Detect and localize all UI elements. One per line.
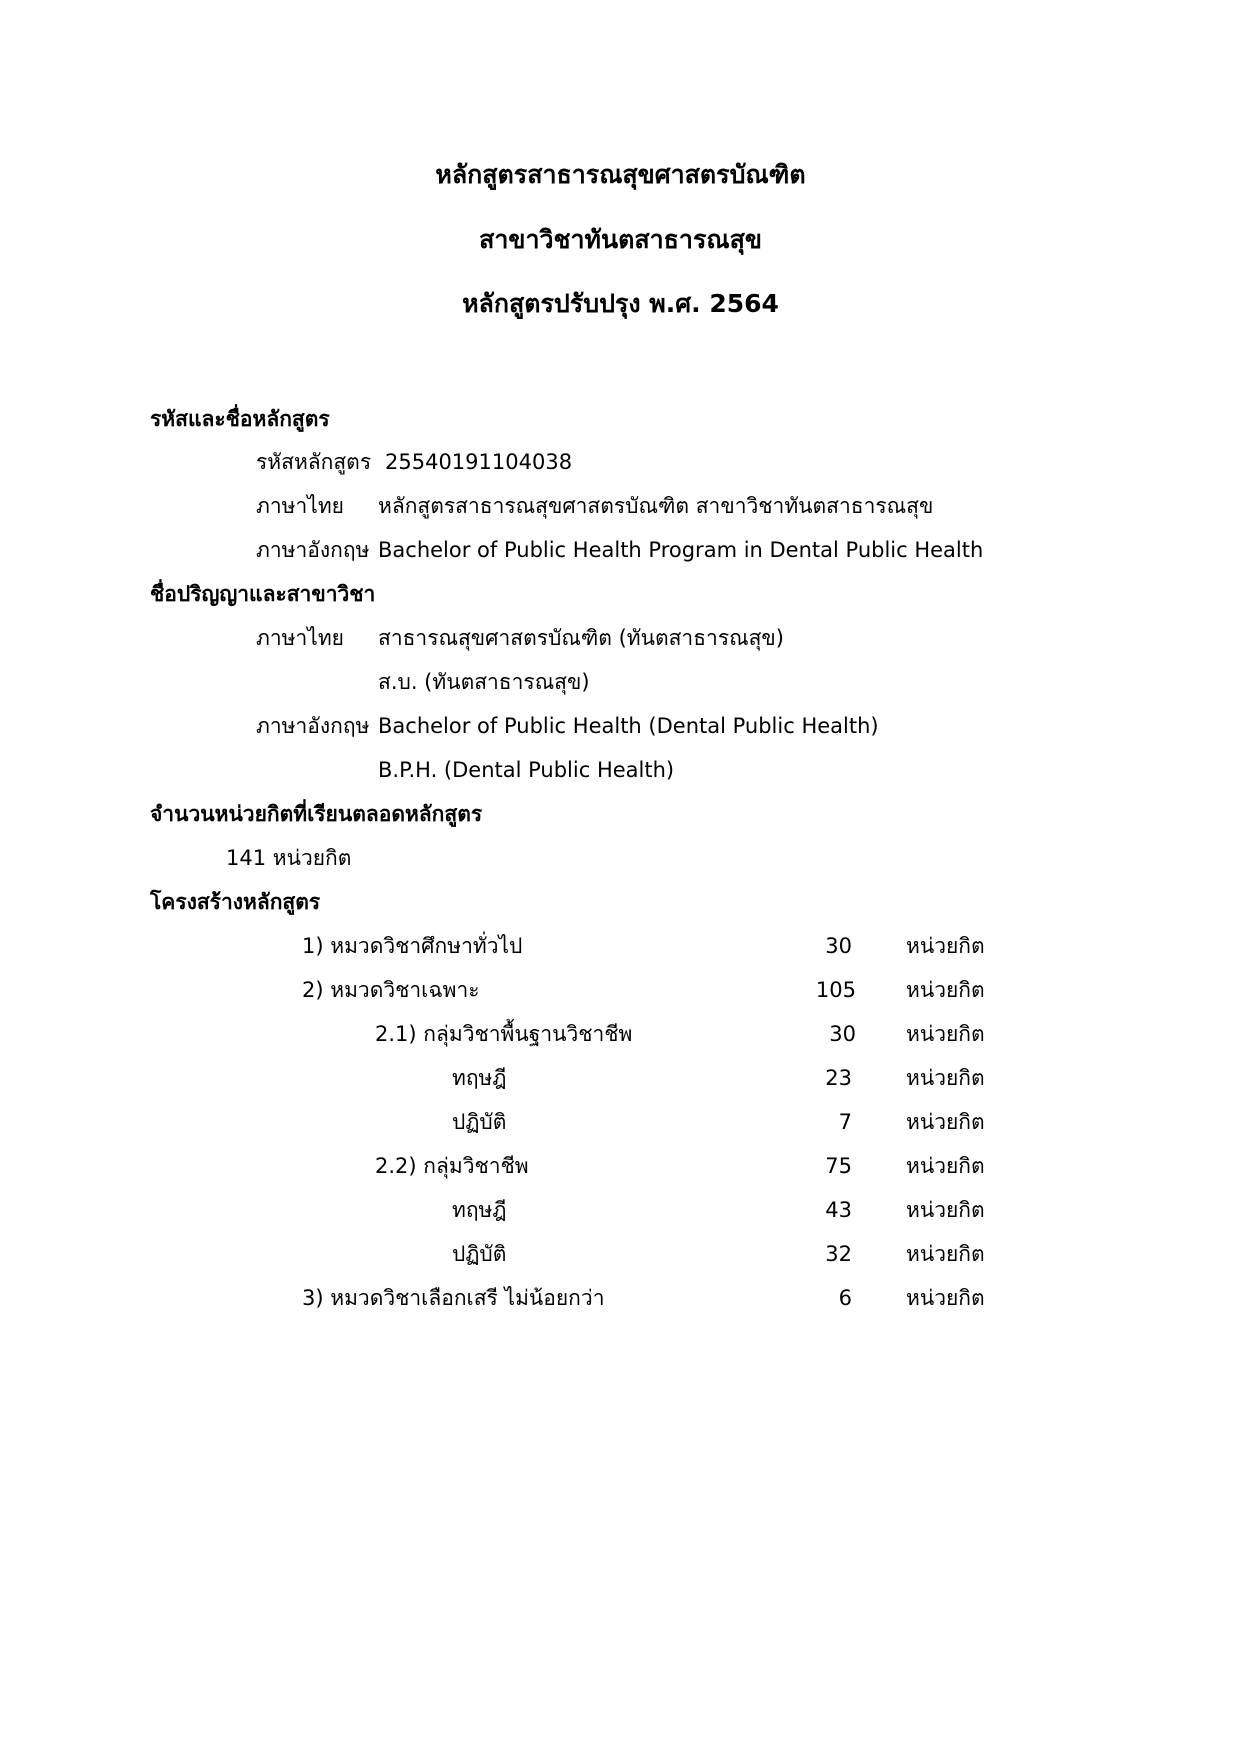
section-heading-code: รหัสและชื่อหลักสูตร <box>150 407 330 431</box>
structure-row-credits: 23 <box>825 1066 852 1090</box>
section-heading-credits: จำนวนหน่วยกิตที่เรียนตลอดหลักสูตร <box>150 802 483 826</box>
structure-row-unit: หน่วยกิต <box>906 1110 985 1134</box>
degree-thai-label: ภาษาไทย <box>256 626 344 650</box>
code-value: 25540191104038 <box>385 450 573 474</box>
program-english-value: Bachelor of Public Health Program in Dental Public Health <box>378 538 984 562</box>
structure-row-label: 1) หมวดวิชาศึกษาทั่วไป <box>302 934 523 958</box>
structure-row-unit: หน่วยกิต <box>906 934 985 958</box>
structure-row-label: 2) หมวดวิชาเฉพาะ <box>302 978 480 1002</box>
structure-row-unit: หน่วยกิต <box>906 1198 985 1222</box>
degree-english-abbr: B.P.H. (Dental Public Health) <box>378 758 675 782</box>
degree-english-full: Bachelor of Public Health (Dental Public Health) <box>378 714 879 738</box>
structure-row-label: ปฏิบัติ <box>452 1110 507 1134</box>
structure-row-label: 2.2) กลุ่มวิชาชีพ <box>375 1154 529 1178</box>
structure-row-label: ทฤษฎี <box>452 1198 507 1222</box>
section-heading-structure: โครงสร้างหลักสูตร <box>150 890 321 914</box>
code-label: รหัสหลักสูตร <box>256 450 372 474</box>
structure-row-unit: หน่วยกิต <box>906 1022 985 1046</box>
structure-row-credits: 75 <box>825 1154 852 1178</box>
structure-row-credits: 43 <box>825 1198 852 1222</box>
structure-row-unit: หน่วยกิต <box>906 1242 985 1266</box>
title-line-3: หลักสูตรปรับปรุง พ.ศ. 2564 <box>462 289 779 318</box>
program-english-label: ภาษาอังกฤษ <box>256 538 370 562</box>
structure-row-unit: หน่วยกิต <box>906 1286 985 1310</box>
degree-thai-full: สาธารณสุขศาสตรบัณฑิต (ทันตสาธารณสุข) <box>378 626 784 650</box>
structure-row-label: 3) หมวดวิชาเลือกเสรี ไม่น้อยกว่า <box>302 1286 605 1310</box>
structure-row-label: ทฤษฎี <box>452 1066 507 1090</box>
structure-row-label: ปฏิบัติ <box>452 1242 507 1266</box>
total-credits: 141 หน่วยกิต <box>226 846 352 870</box>
structure-row-label: 2.1) กลุ่มวิชาพื้นฐานวิชาชีพ <box>375 1022 633 1046</box>
structure-row-credits: 30 <box>829 1022 856 1046</box>
structure-row-credits: 105 <box>815 978 856 1002</box>
degree-english-label: ภาษาอังกฤษ <box>256 714 370 738</box>
program-thai-value: หลักสูตรสาธารณสุขศาสตรบัณฑิต สาขาวิชาทันตสาธารณสุข <box>378 494 934 518</box>
program-thai-label: ภาษาไทย <box>256 494 344 518</box>
structure-row-unit: หน่วยกิต <box>906 1066 985 1090</box>
structure-row-unit: หน่วยกิต <box>906 978 985 1002</box>
structure-row-unit: หน่วยกิต <box>906 1154 985 1178</box>
title-line-2: สาขาวิชาทันตสาธารณสุข <box>479 225 762 254</box>
structure-row-credits: 32 <box>825 1242 852 1266</box>
structure-row-credits: 7 <box>838 1110 852 1134</box>
degree-thai-abbr: ส.บ. (ทันตสาธารณสุข) <box>378 670 590 694</box>
structure-row-credits: 30 <box>825 934 852 958</box>
structure-row-credits: 6 <box>838 1286 852 1310</box>
section-heading-degree: ชื่อปริญญาและสาขาวิชา <box>150 582 376 606</box>
title-line-1: หลักสูตรสาธารณสุขศาสตรบัณฑิต <box>435 160 806 189</box>
